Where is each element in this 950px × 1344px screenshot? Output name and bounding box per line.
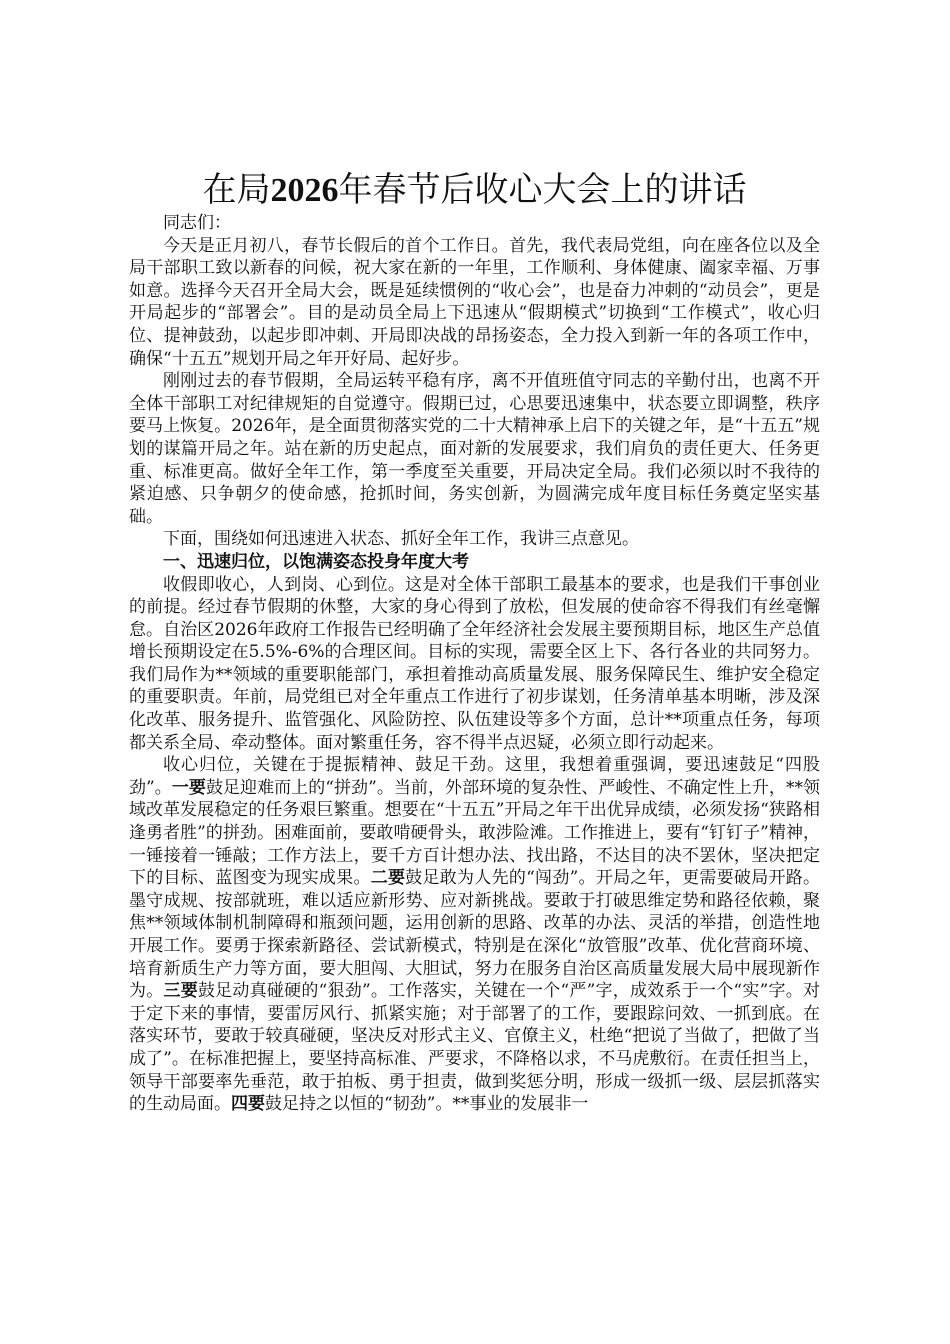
point-marker-3: 三要: [163, 981, 198, 1002]
point-marker-1: 一要: [171, 777, 206, 798]
paragraph-transition: 下面，围绕如何迅速进入状态、抓好全年工作，我讲三点意见。: [163, 529, 639, 550]
point-text-4: 鼓足持之以恒的“韧劲”。**事业的发展非一: [265, 1094, 589, 1115]
section-paragraph: 收假即收心，人到岗、心到位。这是对全体干部职工最基本的要求，也是我们干事创业的前提。经过春节假期的休整，大家的身心得到了放松，但发展的使命容不得我们有丝毫懈怠。自治区2026年政府工作报告已经明确了全年经济社会发展主要预期目标，地区生产总值增长预期设定在5.5%-6%的合理区间。目标的实现，需要全区上下、各行各业的共同努力。我们局作为**领域的重要职能部门，承担着推动高质量发展、服务保障民生、维护安全稳定的重要职责。年前，局党组已对全年重点工作进行了初步谋划，任务清单基本明晰，涉及深化改革、服务提升、监管强化、风险防控、队伍建设等多个方面，总计**项重点任务，每项都关系全局、牵动整体。面对繁重任务，容不得半点迟疑，必须立即行动起来。: [129, 574, 820, 753]
document-page: [129, 168, 820, 1116]
title-suffix: 年春节后收心大会上的讲话: [338, 170, 747, 210]
point-text-3: 鼓足动真碰硬的“狠劲”。工作落实，关键在一个“严”字，成效系于一个“实”字。对于定下来的事情，要雷厉风行、抓紧实施；对于部署了的工作，要跟踪问效、一抓到底。在落实环节，要敢于较真碰硬，坚决反对形式主义、官僚主义，杜绝“把说了当做了，把做了当成了”。在标准把握上，要坚持高标准、严要求，不降格以求，不马虎敷衍。在责任担当上，领导干部要率先垂范，敢于拍板、勇于担责，做到奖惩分明，形成一级抓一级、层层抓落实的生动局面。: [129, 981, 820, 1115]
paragraph-opening: 今天是正月初八，春节长假后的首个工作日。首先，我代表局党组，向在座各位以及全局干部职工致以新春的问候，祝大家在新的一年里，工作顺利、身体健康、阖家幸福、万事如意。选择今天召开全局大会，既是延续惯例的“收心会”，也是奋力冲刺的“动员会”，更是开局起步的“部署会”。目的是动员全局上下迅速从“假期模式”切换到“工作模式”，收心归位、提神鼓劲，以起步即冲刺、开局即决战的昂扬姿态，全力投入到新一年的各项工作中，确保“十五五”规划开局之年开好局、起好步。: [129, 235, 820, 369]
point-text-2: 鼓足敢为人先的“闯劲”。开局之年，更需要破局开路。墨守成规、按部就班，难以适应新形势、应对新挑战。要敢于打破思维定势和路径依赖，聚焦**领域体制机制障碍和瓶颈问题，运用创新的思路、改革的办法、灵活的举措，创造性地开展工作。要勇于探索新路径、尝试新模式，特别是在深化“放管服”改革、优化营商环境、培育新质生产力等方面，要大胆闯、大胆试，努力在服务自治区高质量发展大局中展现新作为。: [129, 868, 820, 1002]
section-heading: 一、迅速归位，以饱满姿态投身年度大考: [163, 551, 469, 572]
title-year: 2026: [270, 172, 339, 209]
document-title: [129, 168, 820, 212]
four-efforts-intro: 收心归位，关键在于提振精神、鼓足干劲。这里，我想着重强调，要迅速鼓足“四股劲”。: [129, 755, 820, 798]
salutation: 同志们：: [163, 213, 231, 233]
point-marker-4: 四要: [231, 1094, 265, 1115]
document-body: [129, 212, 820, 1116]
paragraph-context: 刚刚过去的春节假期，全局运转平稳有序，离不开值班值守同志的辛勤付出，也离不开全体干部职工对纪律规矩的自觉遵守。假期已过，心思要迅速集中，状态要立即调整，秩序要马上恢复。2026年，是全面贯彻落实党的二十大精神承上启下的关键之年，是“十五五”规划的谋篇开局之年。站在新的历史起点，面对新的发展要求，我们肩负的责任更大、任务更重、标准更高。做好全年工作，第一季度至关重要，开局决定全局。我们必须以时不我待的紧迫感、只争朝夕的使命感，抢抓时间，务实创新，为圆满完成年度目标任务奠定坚实基础。: [129, 371, 820, 527]
title-prefix: 在局: [202, 170, 271, 210]
section-paragraph-four-efforts: [129, 754, 820, 1116]
point-text-1: 鼓足迎难而上的“拼劲”。当前，外部环境的复杂性、严峻性、不确定性上升，**领域改革发展稳定的任务艰巨繁重。想要在“十五五”开局之年干出优异成绩，必须发扬“狭路相逢勇者胜”的拼劲。困难面前，要敢啃硬骨头，敢涉险滩。工作推进上，要有“钉钉子”精神，一锤接着一锤敲；工作方法上，要千方百计想办法、找出路，不达目的决不罢休，坚决把定下的目标、蓝图变为现实成果。: [129, 777, 820, 889]
point-marker-2: 二要: [370, 868, 406, 889]
